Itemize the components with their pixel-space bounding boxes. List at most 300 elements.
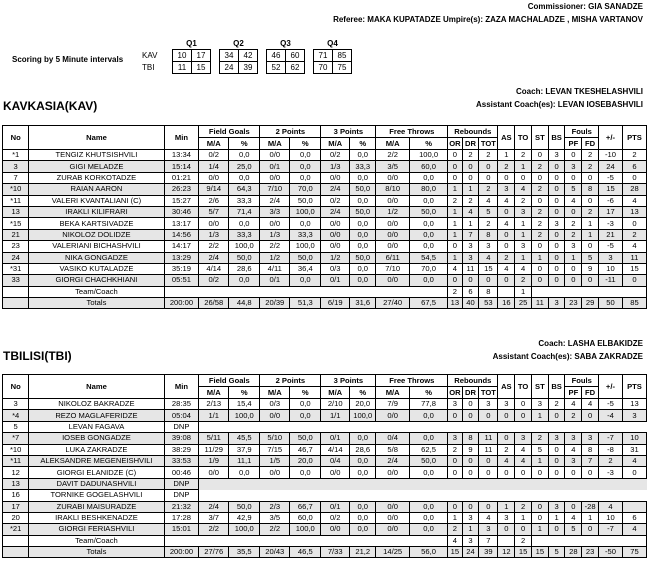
totals-cell: 26/58 <box>199 298 229 309</box>
player-no: 13 <box>3 206 29 217</box>
stat-cell: 9 <box>582 263 599 274</box>
stat-cell: 0,0 <box>350 218 376 229</box>
header-cell: No <box>3 375 29 399</box>
stat-cell: 1 <box>448 218 462 229</box>
header-cell: FD <box>582 138 599 150</box>
intervals-title: Scoring by 5 Minute intervals <box>12 55 124 64</box>
stat-cell: 0,0 <box>350 512 376 523</box>
stat-cell: 2 <box>622 229 646 240</box>
stat-cell: 0 <box>582 195 599 206</box>
stat-cell: 1 <box>515 229 532 240</box>
stat-cell: -28 <box>582 501 599 512</box>
header-cell: Free Throws <box>376 375 448 387</box>
player-no: 5 <box>3 421 29 432</box>
player-no: *10 <box>3 444 29 455</box>
header-cell: ST <box>531 126 548 150</box>
player-no: *21 <box>3 524 29 535</box>
interval-cell: 46 <box>267 50 286 62</box>
stat-cell: 0 <box>582 275 599 286</box>
stat-cell: 15:27 <box>164 195 199 206</box>
player-name: NIKOLOZ BAKRADZE <box>29 399 164 410</box>
player-row <box>3 467 647 478</box>
stat-cell: 3 <box>515 206 532 217</box>
stat-cell: 2/4 <box>321 184 350 195</box>
stat-cell: 3 <box>548 218 565 229</box>
header-cell: M/A <box>199 387 229 399</box>
stat-cell: 8 <box>479 286 498 297</box>
stat-cell: 50,0 <box>350 184 376 195</box>
header-cell: AS <box>498 126 515 150</box>
stat-cell: 4 <box>498 455 515 466</box>
stat-cell: 0,0 <box>409 172 447 183</box>
header-cell: Rebounds <box>448 375 498 387</box>
stat-cell: 2/4 <box>260 195 290 206</box>
player-name: VALERIANI BICHASHVILI <box>29 241 164 252</box>
stat-cell: 2 <box>515 501 532 512</box>
stat-cell: -5 <box>598 172 622 183</box>
player-row <box>3 263 647 274</box>
player-no: 12 <box>3 467 29 478</box>
stat-cell: 50,0 <box>409 455 447 466</box>
stat-cell: 3 <box>479 399 498 410</box>
stat-cell: 3 <box>565 241 582 252</box>
totals-cell: 6/19 <box>321 298 350 309</box>
stat-cell: 2 <box>515 275 532 286</box>
stat-cell: 50,0 <box>350 206 376 217</box>
header-cell: PTS <box>622 375 646 399</box>
stat-cell: 4 <box>565 399 582 410</box>
player-name: TENGIZ KHUTSISHVILI <box>29 150 164 161</box>
stat-cell: 3 <box>448 399 462 410</box>
stat-cell: 0 <box>582 410 599 421</box>
stat-cell: 42,9 <box>229 512 260 523</box>
stat-cell: 0 <box>498 241 515 252</box>
player-row <box>3 490 647 501</box>
stat-cell: 0 <box>622 467 646 478</box>
player-no: *31 <box>3 263 29 274</box>
interval-cell: 71 <box>314 50 333 62</box>
player-name: IOSEB GONGADZE <box>29 433 164 444</box>
stat-cell: 0,0 <box>409 229 447 240</box>
stat-cell: 3 <box>565 161 582 172</box>
header-cell: Name <box>29 126 164 150</box>
stat-cell: 0,0 <box>409 218 447 229</box>
stat-cell: 4 <box>515 444 532 455</box>
stat-cell: 0 <box>531 150 548 161</box>
stat-cell: 0 <box>462 161 479 172</box>
blank-cell <box>3 535 29 546</box>
header-cell: M/A <box>260 138 290 150</box>
stat-cell: 39:08 <box>164 433 199 444</box>
totals-cell: 12 <box>498 547 515 558</box>
stat-cell: 35:19 <box>164 263 199 274</box>
stat-cell: 1/3 <box>260 229 290 240</box>
stat-cell: 1 <box>515 512 532 523</box>
stat-cell: 4 <box>498 263 515 274</box>
quarter-label: Q2 <box>233 39 244 48</box>
stat-cell: 0/1 <box>321 433 350 444</box>
stat-cell: 71,4 <box>229 206 260 217</box>
stat-cell: 2 <box>448 195 462 206</box>
dnp-empty <box>199 478 647 489</box>
stat-cell: 2 <box>531 433 548 444</box>
stat-cell: 60,0 <box>290 512 321 523</box>
stat-cell: 3/3 <box>260 206 290 217</box>
stat-cell: 0/0 <box>321 172 350 183</box>
totals-cell: 7/33 <box>321 547 350 558</box>
stat-cell: 2 <box>531 161 548 172</box>
stat-cell: 33,3 <box>290 229 321 240</box>
stat-cell: 0,0 <box>290 467 321 478</box>
team-coach-row <box>3 535 647 546</box>
player-min: DNP <box>164 478 199 489</box>
stat-cell: 17:28 <box>164 512 199 523</box>
stat-cell: 11/29 <box>199 444 229 455</box>
team1-box-score <box>2 125 647 309</box>
stat-cell: 0 <box>548 206 565 217</box>
stat-cell: 5/8 <box>376 444 410 455</box>
stat-cell: 50,0 <box>290 252 321 263</box>
totals-cell: 31,6 <box>350 298 376 309</box>
stat-cell: 0 <box>548 229 565 240</box>
header-cell: OR <box>449 387 461 397</box>
header-cell: M/A <box>199 138 229 150</box>
stat-cell: 0,0 <box>409 524 447 535</box>
stat-cell: 0 <box>479 161 498 172</box>
totals-cell: 23 <box>565 298 582 309</box>
player-row <box>3 161 647 172</box>
stat-cell: 46,7 <box>290 444 321 455</box>
stat-cell: 0,0 <box>350 150 376 161</box>
stat-cell: 1/9 <box>199 455 229 466</box>
stat-cell: 100,0 <box>229 524 260 535</box>
stat-cell: 1 <box>462 524 479 535</box>
stat-cell: 3 <box>498 184 515 195</box>
stat-cell: 77,8 <box>409 399 447 410</box>
totals-cell: 20/39 <box>260 298 290 309</box>
stat-cell: 3 <box>622 410 646 421</box>
blank-cell <box>3 286 29 297</box>
stat-cell: -6 <box>598 195 622 206</box>
player-row <box>3 275 647 286</box>
header-cell: 2 Points <box>260 126 321 138</box>
player-name: LUKA ZAKRADZE <box>29 444 164 455</box>
stat-cell: 0/0 <box>260 172 290 183</box>
stat-cell: 1 <box>565 252 582 263</box>
stat-cell: 1 <box>531 410 548 421</box>
player-row <box>3 512 647 523</box>
stat-cell: 0 <box>531 501 548 512</box>
header-cell: Rebounds <box>448 126 498 138</box>
player-min: DNP <box>164 490 199 501</box>
stat-cell: 0,0 <box>290 275 321 286</box>
stat-cell: 11 <box>479 433 498 444</box>
totals-row <box>3 298 647 309</box>
totals-cell: 67,5 <box>409 298 447 309</box>
stat-cell: 0 <box>462 172 479 183</box>
stat-cell: 5 <box>479 206 498 217</box>
player-row <box>3 195 647 206</box>
totals-cell: 15 <box>531 547 548 558</box>
stat-cell: 0 <box>622 275 646 286</box>
stat-cell: 0/1 <box>260 161 290 172</box>
interval-team: KAV <box>142 51 158 60</box>
stat-cell: 1 <box>531 455 548 466</box>
totals-cell: 14/25 <box>376 547 410 558</box>
player-row <box>3 444 647 455</box>
stat-cell: 0 <box>462 501 479 512</box>
totals-cell: 46,5 <box>290 547 321 558</box>
stat-cell: 14:17 <box>164 241 199 252</box>
stat-cell: 3 <box>548 433 565 444</box>
stat-cell: 2 <box>582 206 599 217</box>
stat-cell: 2 <box>531 229 548 240</box>
totals-row <box>3 547 647 558</box>
stat-cell: 1 <box>498 150 515 161</box>
totals-cell: 35,5 <box>229 547 260 558</box>
totals-cell: 16 <box>498 298 515 309</box>
stat-cell: 50,0 <box>290 195 321 206</box>
stat-cell: 9/14 <box>199 184 229 195</box>
header-cell: % <box>229 387 260 399</box>
stat-cell: 4 <box>565 512 582 523</box>
stat-cell: 05:04 <box>164 410 199 421</box>
totals-cell: 40 <box>462 298 479 309</box>
stat-cell: 0 <box>515 524 532 535</box>
stat-cell: 0/2 <box>199 275 229 286</box>
stat-cell: 0,0 <box>409 241 447 252</box>
stat-cell: 0 <box>548 467 565 478</box>
player-no: 16 <box>3 490 29 501</box>
header-cell: % <box>409 138 447 150</box>
stat-cell: 0 <box>531 263 548 274</box>
header-cell: Name <box>29 375 164 399</box>
interval-row <box>140 62 352 74</box>
stat-cell: 6 <box>462 286 479 297</box>
stat-cell: 0 <box>515 410 532 421</box>
stat-cell: -5 <box>598 399 622 410</box>
totals-cell: 50 <box>598 298 622 309</box>
stat-cell: 0 <box>498 172 515 183</box>
stat-cell: 1 <box>448 206 462 217</box>
header-cell: % <box>409 387 447 399</box>
stat-cell: 1 <box>515 161 532 172</box>
stat-cell: 4/14 <box>199 263 229 274</box>
totals-label: Totals <box>29 547 164 558</box>
stat-cell: 11 <box>462 263 479 274</box>
totals-cell: 39 <box>479 547 498 558</box>
stat-cell: 0 <box>565 263 582 274</box>
stat-cell: 0/0 <box>376 524 410 535</box>
team2-box-score <box>2 374 647 558</box>
stat-cell: 1/1 <box>199 410 229 421</box>
stat-cell: 2 <box>531 218 548 229</box>
team-coach-row <box>3 286 647 297</box>
player-no: 33 <box>3 275 29 286</box>
stat-cell: 17 <box>598 206 622 217</box>
stat-cell: 3 <box>462 535 479 546</box>
stat-cell: 0,0 <box>409 501 447 512</box>
stat-cell: 3/7 <box>199 512 229 523</box>
stat-cell: 1 <box>515 252 532 263</box>
stat-cell: 3 <box>515 433 532 444</box>
stat-cell: 0/0 <box>376 467 410 478</box>
stat-cell: 0/0 <box>376 501 410 512</box>
stat-cell: 0/4 <box>376 433 410 444</box>
stat-cell: 1/4 <box>199 161 229 172</box>
stat-cell: 0 <box>515 399 532 410</box>
stat-cell: 20,0 <box>290 455 321 466</box>
stat-cell: 45,5 <box>229 433 260 444</box>
player-no: *7 <box>3 433 29 444</box>
stat-cell: 0 <box>548 241 565 252</box>
stat-cell: 36,4 <box>290 263 321 274</box>
totals-cell: 25 <box>515 298 532 309</box>
player-name: RAIAN AARON <box>29 184 164 195</box>
stat-cell: 3 <box>462 512 479 523</box>
header-cell: TO <box>515 126 532 150</box>
stat-cell: 2 <box>462 150 479 161</box>
stat-cell: 0,0 <box>350 275 376 286</box>
stat-cell: 4 <box>479 195 498 206</box>
stat-cell: 0/0 <box>321 524 350 535</box>
stat-cell: 0 <box>531 241 548 252</box>
stat-cell: -5 <box>598 241 622 252</box>
player-row <box>3 478 647 489</box>
player-row <box>3 218 647 229</box>
stat-cell: 1 <box>515 286 532 297</box>
header-cell: Fouls <box>565 126 599 138</box>
player-no: 17 <box>3 501 29 512</box>
totals-cell: 56,0 <box>409 547 447 558</box>
stat-cell: -11 <box>598 275 622 286</box>
interval-team: TBI <box>142 63 155 72</box>
header-cell: 3 Points <box>321 375 376 387</box>
interval-cell: 39 <box>239 62 258 74</box>
stat-cell: 0/0 <box>199 218 229 229</box>
header-cell: Min <box>164 126 199 150</box>
stat-cell: 2/10 <box>321 399 350 410</box>
stat-cell: 0,0 <box>229 467 260 478</box>
player-no: *11 <box>3 455 29 466</box>
stat-cell: 3 <box>479 241 498 252</box>
stat-cell: 0 <box>548 252 565 263</box>
player-no: *10 <box>3 184 29 195</box>
player-no: 13 <box>3 478 29 489</box>
team1-coach: Coach: LEVAN TKESHELASHVILI <box>516 87 643 96</box>
stat-cell: 50,0 <box>350 252 376 263</box>
player-no: 20 <box>3 512 29 523</box>
stat-cell: 0 <box>565 172 582 183</box>
stat-cell: 0 <box>515 467 532 478</box>
stat-cell: 0,0 <box>290 218 321 229</box>
commissioner: Commissioner: GIA SANADZE <box>527 2 643 11</box>
team1-title: KAVKASIA(KAV) <box>3 99 98 113</box>
totals-cell: 28 <box>565 547 582 558</box>
header-cell: DR <box>462 387 479 399</box>
stat-cell: 15,4 <box>229 399 260 410</box>
interval-cell: 52 <box>267 62 286 74</box>
stat-cell: 0 <box>448 467 462 478</box>
player-row <box>3 410 647 421</box>
player-name: GIORGI FERIASHVILI <box>29 524 164 535</box>
stat-cell: 5 <box>582 252 599 263</box>
stat-cell: 0 <box>448 241 462 252</box>
stat-cell: 8 <box>582 444 599 455</box>
header-cell: No <box>3 126 29 150</box>
stat-cell: 64,3 <box>229 184 260 195</box>
stat-cell: 7/10 <box>376 263 410 274</box>
stat-cell: 0 <box>565 275 582 286</box>
header-cell: % <box>290 138 321 150</box>
stat-cell: 70,0 <box>290 184 321 195</box>
stat-cell: -7 <box>598 524 622 535</box>
header-cell: M/A <box>260 387 290 399</box>
quarter-label: Q3 <box>280 39 291 48</box>
stat-cell: 0 <box>548 263 565 274</box>
stat-cell: 0,0 <box>229 150 260 161</box>
stat-cell: 0/4 <box>321 455 350 466</box>
stat-cell: 10 <box>598 263 622 274</box>
stat-cell: 2 <box>515 150 532 161</box>
stat-cell: 4 <box>565 444 582 455</box>
stat-cell: 1 <box>548 512 565 523</box>
stat-cell: 0/2 <box>321 512 350 523</box>
team2-assistant: Assistant Coach(es): SABA ZAKRADZE <box>492 352 643 361</box>
stat-cell: 50,0 <box>229 252 260 263</box>
stat-cell: 13 <box>622 399 646 410</box>
stat-cell: 0 <box>498 206 515 217</box>
interval-cell: 60 <box>286 50 305 62</box>
stat-cell: -10 <box>598 150 622 161</box>
stat-cell: 0/2 <box>321 195 350 206</box>
totals-cell: 53 <box>479 298 498 309</box>
stat-cell: 2 <box>515 195 532 206</box>
stat-cell: 2 <box>622 150 646 161</box>
totals-cell: -50 <box>598 547 622 558</box>
blank-cell <box>164 286 448 297</box>
stat-cell: 2/4 <box>199 252 229 263</box>
stat-cell: 4 <box>565 195 582 206</box>
stat-cell: 0,0 <box>350 433 376 444</box>
stat-cell: 0,0 <box>350 263 376 274</box>
stat-cell: 1 <box>448 252 462 263</box>
player-no: *1 <box>3 150 29 161</box>
stat-cell: 7 <box>479 535 498 546</box>
stat-cell: 4 <box>498 218 515 229</box>
interval-cell: 24 <box>220 62 239 74</box>
player-name: BEKA KARTSIVADZE <box>29 218 164 229</box>
stat-cell: 3 <box>448 433 462 444</box>
box-score-table <box>2 374 647 558</box>
stat-cell: 0/1 <box>321 501 350 512</box>
stat-cell: 37,9 <box>229 444 260 455</box>
stat-cell: 100,0 <box>350 410 376 421</box>
stat-cell: 62,5 <box>409 444 447 455</box>
blank-cell <box>3 298 29 309</box>
stat-cell: 2 <box>479 184 498 195</box>
stat-cell: 13:29 <box>164 252 199 263</box>
stat-cell: 3 <box>582 433 599 444</box>
stat-cell: 1 <box>582 218 599 229</box>
stat-cell: 0,0 <box>290 172 321 183</box>
stat-cell: 0/0 <box>260 467 290 478</box>
stat-cell: 54,5 <box>409 252 447 263</box>
stat-cell: 3 <box>548 501 565 512</box>
header-cell: AS <box>498 375 515 399</box>
stat-cell: 10 <box>622 433 646 444</box>
totals-cell: 200:00 <box>164 547 199 558</box>
